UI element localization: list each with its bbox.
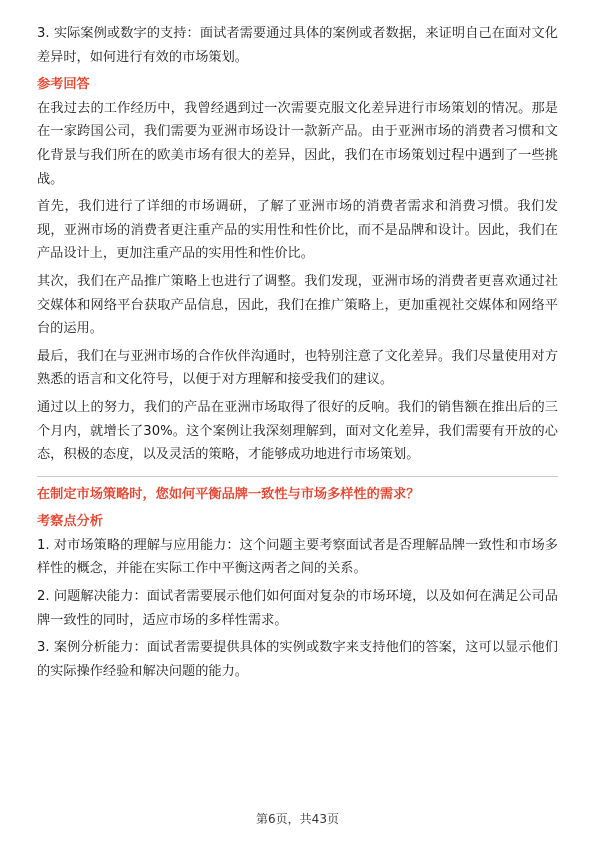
reference-paragraph-1: 在我过去的工作经历中，我曾经遇到过一次需要克服文化差异进行市场策划的情况。那是在一家跨国公司，我们需要为亚洲市场设计一款新产品。由于亚洲市场的消费者习惯和文化背景与我们所在的欧美市场有很大的差异，因此，我们在市场策划过程中遇到了一些挑战。 <box>37 100 558 187</box>
analysis-heading: 考察点分析 <box>37 514 103 530</box>
reference-paragraph-4: 最后，我们在与亚洲市场的合作伙伴沟通时，也特别注意了文化差异。我们尽量使用对方熟悉的语言和文化符号，以便于对方理解和接受我们的建议。 <box>37 348 558 388</box>
reference-paragraph-5: 通过以上的努力，我们的产品在亚洲市场取得了很好的反响。我们的销售额在推出后的三个月内，就增长了30%。这个案例让我深刻理解到，面对文化差异，我们需要有开放的心态，积极的态度，以及灵活的策略，才能够成功地进行市场策划。 <box>37 399 558 463</box>
analysis-item-3: 3. 案例分析能力：面试者需要提供具体的实例或数字来支持他们的答案，这可以显示他们的实际操作经验和解决问题的能力。 <box>37 640 558 679</box>
reference-paragraph-3: 其次，我们在产品推广策略上也进行了调整。我们发现，亚洲市场的消费者更喜欢通过社交媒体和网络平台获取产品信息，因此，我们在推广策略上，更加重视社交媒体和网络平台的运用。 <box>37 273 558 337</box>
question-title: 在制定市场策略时，您如何平衡品牌一致性与市场多样性的需求？ <box>37 486 420 502</box>
intro-item: 3. 实际案例或数字的支持：面试者需要通过具体的案例或者数据，来证明自己在面对文化差异时，如何进行有效的市场策划。 <box>37 26 558 65</box>
analysis-item-1: 1. 对市场策略的理解与应用能力：这个问题主要考察面试者是否理解品牌一致性和市场多样性的概念，并能在实际工作中平衡这两者之间的关系。 <box>37 537 558 577</box>
analysis-item-2: 2. 问题解决能力：面试者需要展示他们如何面对复杂的市场环境，以及如何在满足公司品牌一致性的同时，适应市场的多样性需求。 <box>37 589 558 628</box>
document-body <box>37 22 558 683</box>
reference-heading: 参考回答 <box>37 77 90 93</box>
reference-paragraph-2: 首先，我们进行了详细的市场调研，了解了亚洲市场的消费者需求和消费习惯。我们发现，亚洲市场的消费者更注重产品的实用性和性价比，而不是品牌和设计。因此，我们在产品设计上，更加注重产品的实用性和性价比。 <box>37 199 558 262</box>
page-number: 第6页，共43页 <box>256 812 339 826</box>
section-divider <box>37 476 558 477</box>
